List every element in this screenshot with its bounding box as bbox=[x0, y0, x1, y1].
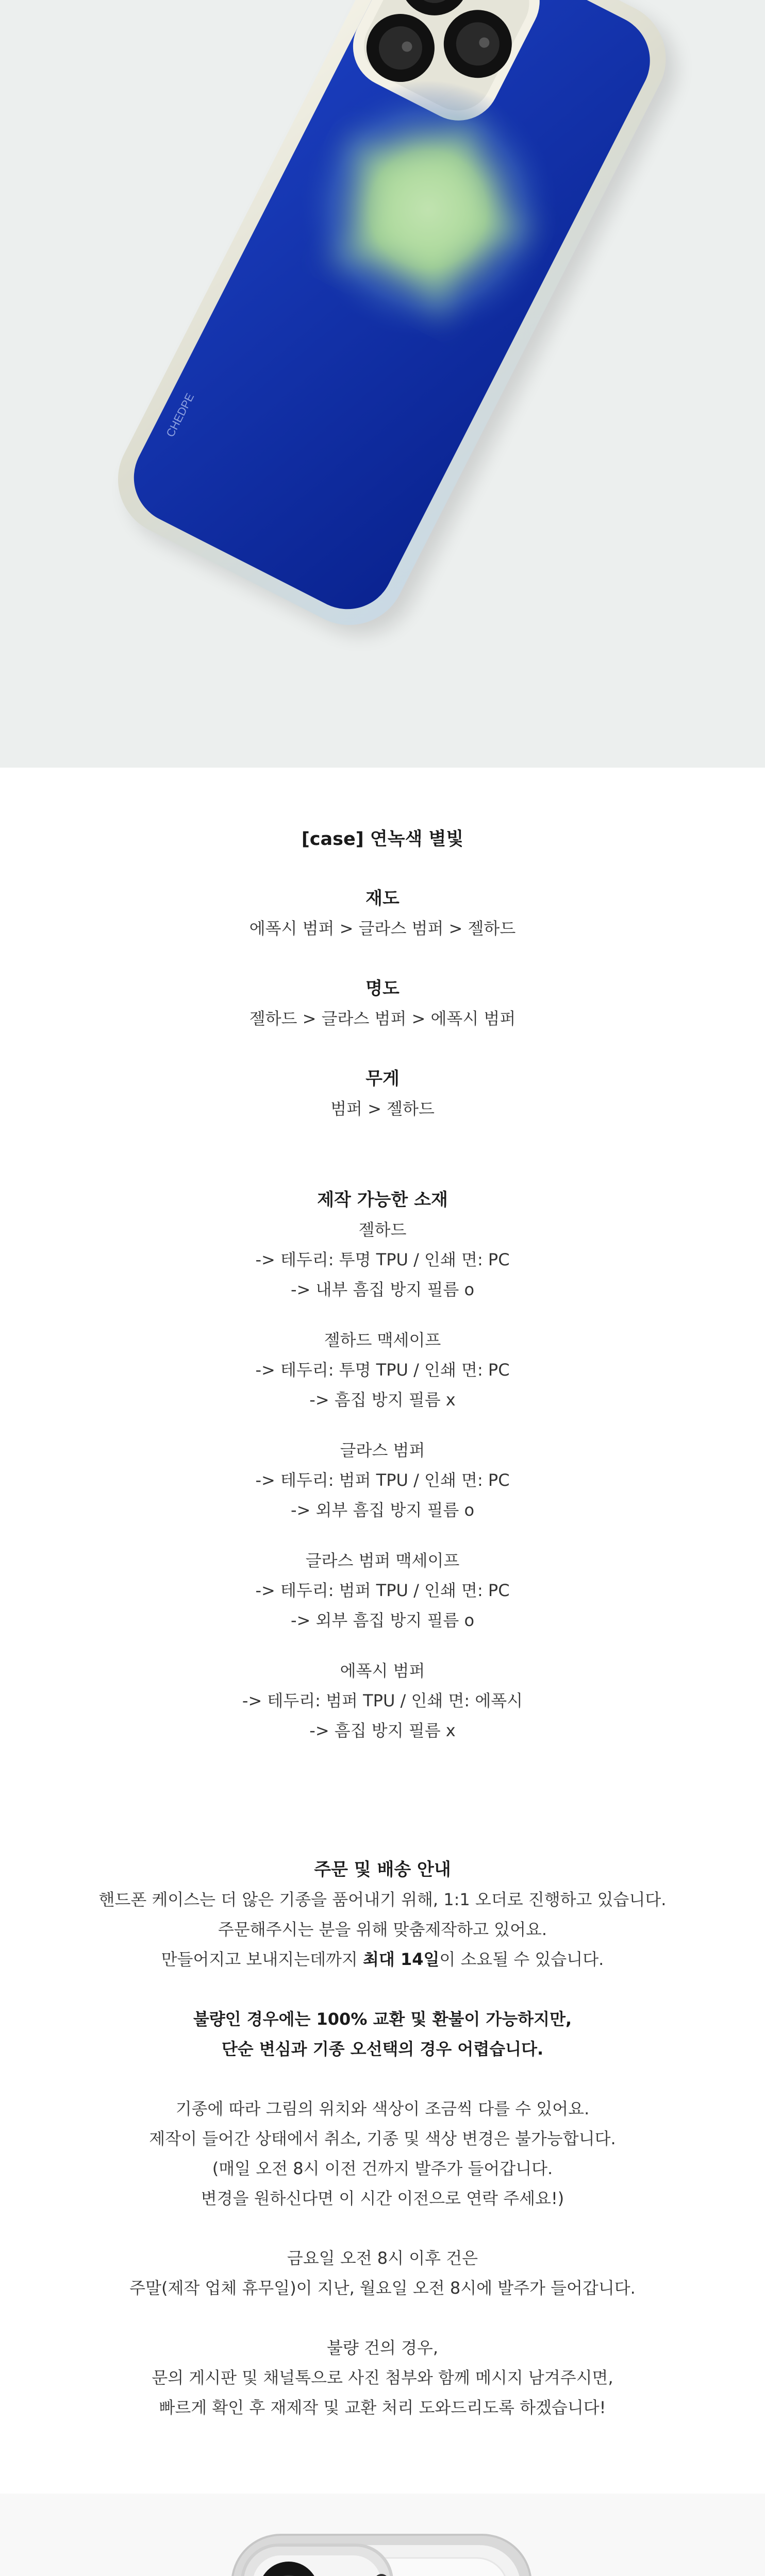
brand-mark: CHEDPE bbox=[163, 391, 197, 439]
weight-heading: 무게 bbox=[365, 1069, 400, 1089]
material-item-name: 글라스 범퍼 bbox=[340, 1440, 425, 1460]
material-item-line2: -> 흠집 방지 필름 x bbox=[309, 1390, 456, 1410]
order-p1-line3-post: 이 소요될 수 있습니다. bbox=[439, 1950, 604, 1969]
order-p2-line1: 불량인 경우에는 100% 교환 및 환불이 가능하지만, bbox=[193, 2009, 572, 2029]
order-p1-line3 bbox=[0, 1944, 765, 1974]
material-item-line1: -> 테두리: 투명 TPU / 인쇄 면: PC bbox=[255, 1360, 510, 1380]
hero-phone-case-illustration bbox=[0, 0, 765, 768]
material-item bbox=[0, 1435, 765, 1525]
clarity-section bbox=[0, 974, 765, 1033]
material-item-name: 글라스 범퍼 맥세이프 bbox=[305, 1551, 460, 1570]
clarity-heading: 명도 bbox=[365, 978, 400, 999]
order-p5-line3: 빠르게 확인 후 재제작 및 교환 처리 도와드리도록 하겠습니다! bbox=[159, 2398, 606, 2417]
order-p3-line3: (매일 오전 8시 이전 건까지 발주가 들어갑니다. bbox=[212, 2159, 553, 2178]
material-item-line2: -> 외부 흠집 방지 필름 o bbox=[290, 1611, 475, 1630]
product-title-block bbox=[0, 824, 765, 854]
hero-image bbox=[0, 0, 765, 768]
order-p2-line2: 단순 변심과 기종 오선택의 경우 어렵습니다. bbox=[221, 2039, 544, 2059]
material-item-name: 에폭시 범퍼 bbox=[340, 1661, 425, 1681]
clarity-value: 젤하드 > 글라스 범퍼 > 에폭시 범퍼 bbox=[249, 1009, 516, 1028]
order-p3-line1: 기종에 따라 그림의 위치와 색상이 조금씩 다를 수 있어요. bbox=[175, 2099, 590, 2119]
materials-available-section bbox=[0, 1185, 765, 1745]
material-item-name: 젤하드 bbox=[358, 1220, 407, 1240]
material-item-line1: -> 테두리: 범퍼 TPU / 인쇄 면: PC bbox=[255, 1581, 510, 1600]
material-item-line1: -> 테두리: 범퍼 TPU / 인쇄 면: PC bbox=[255, 1470, 510, 1490]
order-p1-line2: 주문해주시는 분을 위해 맞춤제작하고 있어요. bbox=[218, 1920, 547, 1939]
phone-case bbox=[98, 0, 685, 645]
material-value: 에폭시 범퍼 > 글라스 범퍼 > 젤하드 bbox=[249, 919, 516, 938]
order-max-days: 최대 14일 bbox=[362, 1950, 440, 1969]
product-info bbox=[0, 768, 765, 2494]
material-item-line2: -> 외부 흠집 방지 필름 o bbox=[290, 1500, 475, 1520]
weight-value: 범퍼 > 젤하드 bbox=[330, 1099, 435, 1118]
order-p3-line4: 변경을 원하신다면 이 시간 이전으로 연락 주세요!) bbox=[201, 2189, 564, 2208]
product-title: [case] 연녹색 별빛 bbox=[301, 829, 464, 850]
epoxy-bumper-silver-case bbox=[222, 2524, 541, 2576]
material-heading: 재도 bbox=[365, 888, 400, 909]
material-item-line2: -> 내부 흠집 방지 필름 o bbox=[290, 1280, 475, 1299]
material-item bbox=[0, 1325, 765, 1415]
material-item bbox=[0, 1656, 765, 1745]
order-p5-line1: 불량 건의 경우, bbox=[327, 2338, 438, 2358]
material-item-line1: -> 테두리: 범퍼 TPU / 인쇄 면: 에폭시 bbox=[242, 1691, 523, 1710]
materials-available-heading: 제작 가능한 소재 bbox=[317, 1190, 448, 1210]
material-item-line2: -> 흠집 방지 필름 x bbox=[309, 1721, 456, 1740]
order-p4-line2: 주말(제작 업체 휴무일)이 지난, 월요일 오전 8시에 발주가 들어갑니다. bbox=[129, 2278, 636, 2298]
material-item-name: 젤하드 맥세이프 bbox=[324, 1330, 441, 1350]
order-p3-line2: 제작이 들어간 상태에서 취소, 기종 및 색상 변경은 불가능합니다. bbox=[149, 2129, 616, 2148]
order-p5-line2: 문의 게시판 및 채널톡으로 사진 첨부와 함께 메시지 남겨주시면, bbox=[152, 2368, 613, 2387]
order-p4-line1: 금요일 오전 8시 이후 건은 bbox=[287, 2248, 478, 2268]
weight-section bbox=[0, 1064, 765, 1124]
material-item bbox=[0, 1546, 765, 1635]
material-item bbox=[0, 1215, 765, 1304]
order-p1-line1: 핸드폰 케이스는 더 않은 기종을 품어내기 위해, 1:1 오더로 진행하고 있습니다. bbox=[98, 1890, 667, 1909]
material-section bbox=[0, 884, 765, 943]
material-item-line1: -> 테두리: 투명 TPU / 인쇄 면: PC bbox=[255, 1250, 510, 1269]
case-type-gallery bbox=[0, 2494, 765, 2576]
order-heading: 주문 및 배송 안내 bbox=[314, 1859, 451, 1880]
order-p1-line3-pre: 만들어지고 보내지는데까지 bbox=[161, 1950, 363, 1969]
order-section bbox=[0, 1855, 765, 2422]
